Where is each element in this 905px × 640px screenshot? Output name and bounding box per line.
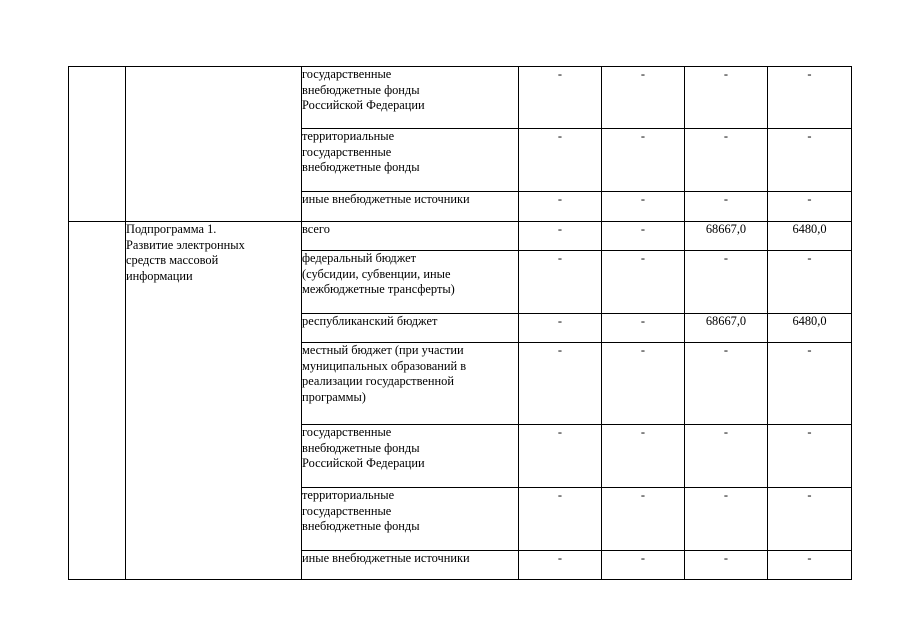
value-cell: - [768,251,852,314]
value-cell: - [602,67,685,129]
value-cell: - [685,129,768,192]
value-cell: - [519,488,602,551]
value-cell: - [519,551,602,580]
funding-table [68,66,852,580]
funding-source-cell: иные внебюджетные источники [302,551,519,580]
value-cell: - [602,129,685,192]
value-cell: - [519,222,602,251]
value-cell: - [685,551,768,580]
program-name-cell: Подпрограмма 1. Развитие электронных средств массовой информации [126,222,302,580]
value-cell: - [519,314,602,343]
value-cell: - [519,251,602,314]
value-cell: - [685,251,768,314]
funding-source-cell: местный бюджет (при участии муниципальных образований в реализации государственной программы) [302,343,519,425]
table-row [69,67,852,129]
funding-source-cell: территориальные государственные внебюджетные фонды [302,129,519,192]
index-cell [69,222,126,580]
value-cell: - [519,129,602,192]
value-cell: - [602,192,685,222]
value-cell: - [602,314,685,343]
value-cell: - [685,343,768,425]
value-cell: - [768,129,852,192]
value-cell: - [768,488,852,551]
value-cell: - [602,551,685,580]
value-cell: - [685,67,768,129]
funding-source-cell: иные внебюджетные источники [302,192,519,222]
value-cell: - [768,67,852,129]
value-cell: - [602,488,685,551]
value-cell: - [768,343,852,425]
value-cell: - [602,251,685,314]
value-cell: 68667,0 [685,314,768,343]
value-cell: - [768,192,852,222]
value-cell: - [685,425,768,488]
funding-source-cell: территориальные государственные внебюджетные фонды [302,488,519,551]
value-cell: - [602,343,685,425]
value-cell: 68667,0 [685,222,768,251]
funding-source-cell: государственные внебюджетные фонды Российской Федерации [302,67,519,129]
program-name-cell [126,67,302,222]
value-cell: - [685,192,768,222]
value-cell: - [685,488,768,551]
value-cell: 6480,0 [768,222,852,251]
value-cell: - [519,67,602,129]
funding-source-cell: всего [302,222,519,251]
table-row [69,222,852,251]
value-cell: - [602,425,685,488]
funding-source-cell: государственные внебюджетные фонды Российской Федерации [302,425,519,488]
value-cell: - [519,343,602,425]
value-cell: - [519,192,602,222]
index-cell [69,67,126,222]
value-cell: 6480,0 [768,314,852,343]
funding-source-cell: федеральный бюджет (субсидии, субвенции, иные межбюджетные трансферты) [302,251,519,314]
funding-source-cell: республиканский бюджет [302,314,519,343]
value-cell: - [602,222,685,251]
value-cell: - [768,425,852,488]
value-cell: - [768,551,852,580]
value-cell: - [519,425,602,488]
